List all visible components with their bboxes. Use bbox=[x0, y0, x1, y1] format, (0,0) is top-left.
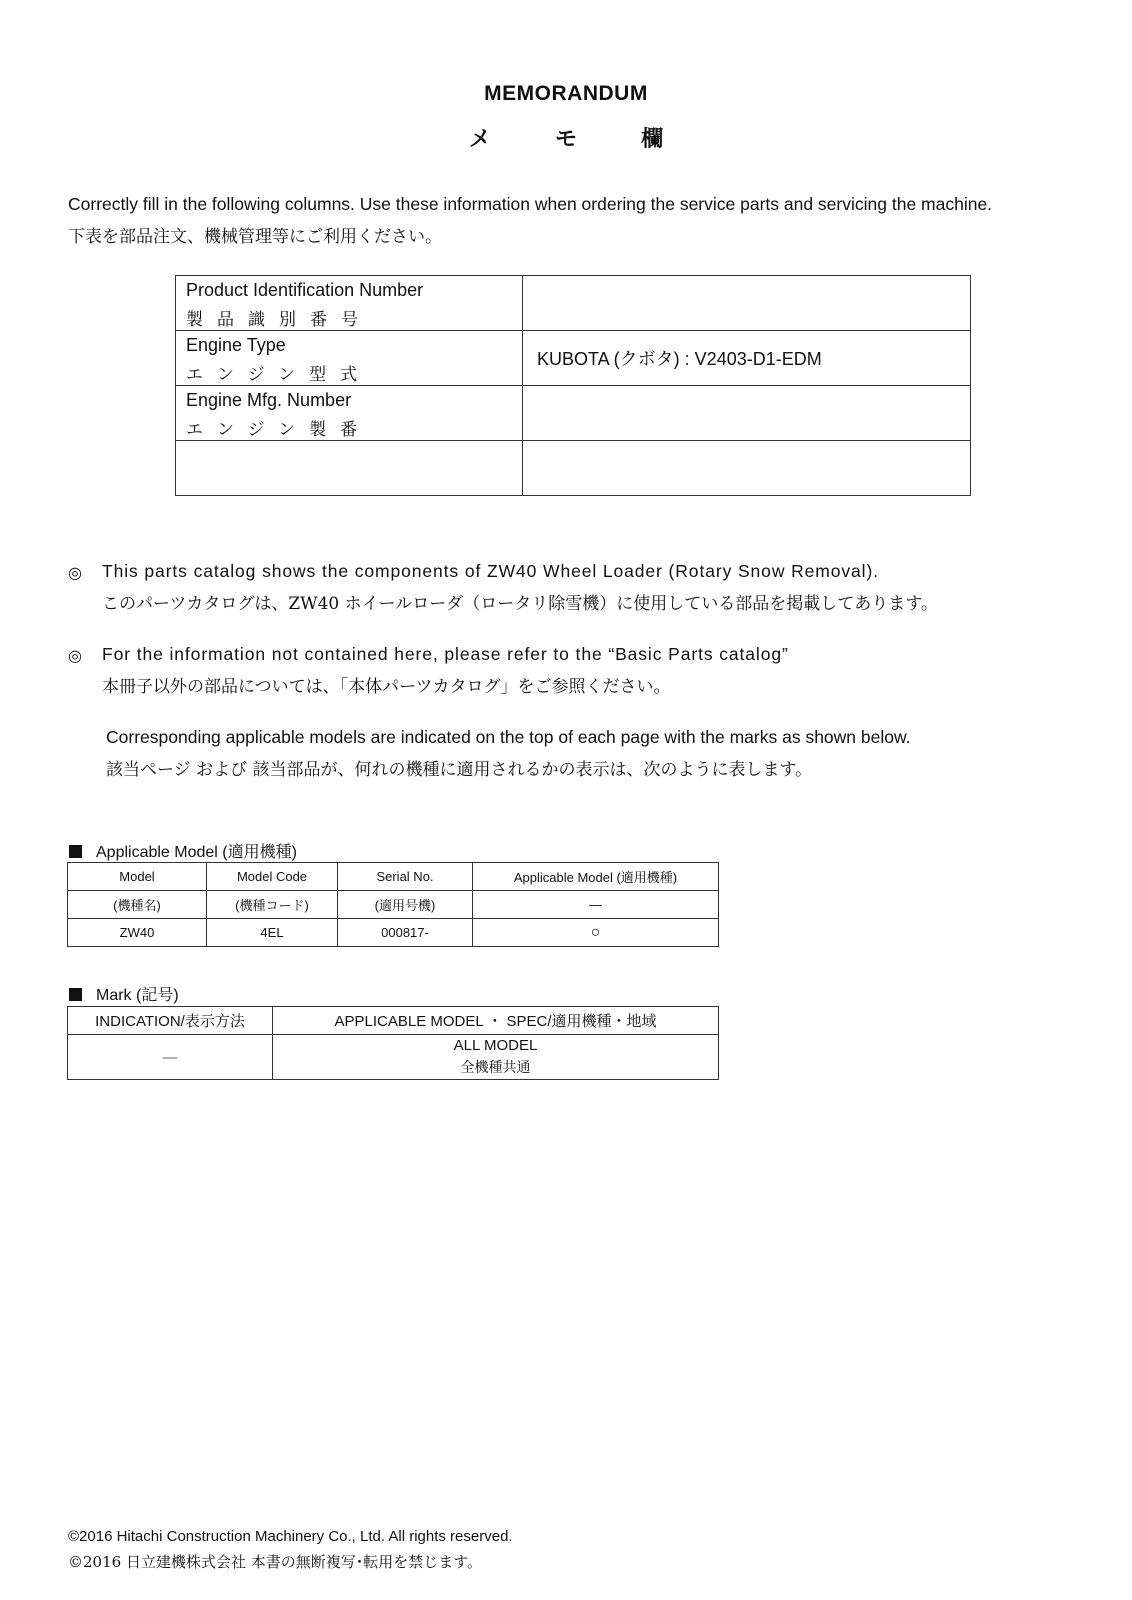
info-label-jp: エンジン型式 bbox=[186, 365, 372, 385]
info-label-en: Engine Mfg. Number bbox=[186, 390, 352, 410]
table-row bbox=[68, 891, 719, 919]
applicable-model-table bbox=[67, 862, 719, 947]
table-row bbox=[176, 276, 971, 331]
header-indication: INDICATION/表示方法 bbox=[68, 1007, 273, 1035]
table-row bbox=[176, 441, 971, 496]
page-subtitle bbox=[0, 122, 1132, 153]
info-label-cell bbox=[176, 386, 523, 441]
table-row bbox=[68, 1035, 719, 1080]
header-applicable-spec: APPLICABLE MODEL ・ SPEC/適用機種・地域 bbox=[273, 1007, 719, 1035]
cell-model-code: 4EL bbox=[207, 919, 338, 947]
info-value-cell[interactable]: KUBOTA (クボタ) : V2403-D1-EDM bbox=[523, 331, 971, 386]
double-circle-icon: ◎ bbox=[68, 565, 82, 582]
mark-heading-text: Mark (記号) bbox=[96, 987, 179, 1004]
subtitle-char: メ bbox=[468, 126, 491, 151]
machine-info-table bbox=[175, 275, 971, 496]
header-model-jp: (機種名) bbox=[68, 891, 207, 919]
table-row bbox=[176, 331, 971, 386]
corresponding-text-jp: 該当ページ および 該当部品が、何れの機種に適用されるかの表示は、次のように表します。 bbox=[106, 760, 813, 780]
header-serial: Serial No. bbox=[338, 863, 473, 891]
header-applicable-model: Applicable Model (適用機種) bbox=[473, 863, 719, 891]
header-model-code-jp: (機種コード) bbox=[207, 891, 338, 919]
info-label-cell bbox=[176, 276, 523, 331]
header-applicable-mark: — bbox=[473, 891, 719, 919]
cell-applicable-spec bbox=[273, 1035, 719, 1080]
square-bullet-icon bbox=[69, 988, 82, 1001]
info-value-cell[interactable] bbox=[523, 386, 971, 441]
intro-text-jp: 下表を部品注文、機械管理等にご利用ください。 bbox=[68, 227, 442, 247]
corresponding-text-en: Corresponding applicable models are indicated on the top of each page with the marks as shown below. bbox=[106, 727, 911, 747]
applicable-model-heading-text: Applicable Model (適用機種) bbox=[96, 844, 297, 861]
info-label-jp: エンジン製番 bbox=[186, 420, 372, 440]
info-label-en: Engine Type bbox=[186, 335, 286, 355]
table-row bbox=[176, 386, 971, 441]
applicable-model-heading bbox=[69, 839, 297, 862]
note-block bbox=[68, 563, 82, 583]
info-value-cell[interactable] bbox=[523, 441, 971, 496]
note-text-en: This parts catalog shows the components of ZW40 Wheel Loader (Rotary Snow Removal). bbox=[102, 561, 879, 581]
note-block bbox=[68, 646, 82, 666]
page-title: MEMORANDUM bbox=[484, 82, 648, 105]
table-row bbox=[68, 1007, 719, 1035]
copyright-jp: ©2016 日立建機株式会社 本書の無断複写･転用を禁じます。 bbox=[68, 1553, 483, 1571]
table-row bbox=[68, 863, 719, 891]
subtitle-char: 欄 bbox=[641, 126, 664, 151]
cell-model: ZW40 bbox=[68, 919, 207, 947]
cell-applicable-spec-jp: 全機種共通 bbox=[460, 1060, 531, 1076]
note-text-jp: このパーツカタログは、ZW40 ホイールローダ（ロータリ除雪機）に使用している部品を掲載してあります。 bbox=[102, 594, 938, 614]
header-model-code: Model Code bbox=[207, 863, 338, 891]
cell-serial: 000817- bbox=[338, 919, 473, 947]
copyright-en: ©2016 Hitachi Construction Machinery Co., Ltd. All rights reserved. bbox=[68, 1528, 513, 1545]
intro-text-en: Correctly fill in the following columns. Use these information when ordering the service parts and servicing the machine. bbox=[68, 194, 993, 214]
info-label-cell bbox=[176, 331, 523, 386]
note-text-jp: 本冊子以外の部品については、「本体パーツカタログ」をご参照ください。 bbox=[102, 677, 671, 697]
square-bullet-icon bbox=[69, 845, 82, 858]
cell-applicable-mark: ○ bbox=[473, 919, 719, 947]
cell-indication: — bbox=[68, 1035, 273, 1080]
info-label-cell bbox=[176, 441, 523, 496]
cell-applicable-spec-en: ALL MODEL bbox=[453, 1037, 538, 1054]
info-label-jp: 製品識別番号 bbox=[186, 310, 372, 330]
mark-heading bbox=[69, 982, 179, 1005]
note-text-en: For the information not contained here, please refer to the “Basic Parts catalog” bbox=[102, 644, 789, 664]
mark-table bbox=[67, 1006, 719, 1080]
header-serial-jp: (適用号機) bbox=[338, 891, 473, 919]
header-model: Model bbox=[68, 863, 207, 891]
double-circle-icon: ◎ bbox=[68, 648, 82, 665]
info-label-en: Product Identification Number bbox=[186, 280, 424, 300]
subtitle-char: モ bbox=[554, 126, 577, 151]
info-value-cell[interactable] bbox=[523, 276, 971, 331]
table-row bbox=[68, 919, 719, 947]
